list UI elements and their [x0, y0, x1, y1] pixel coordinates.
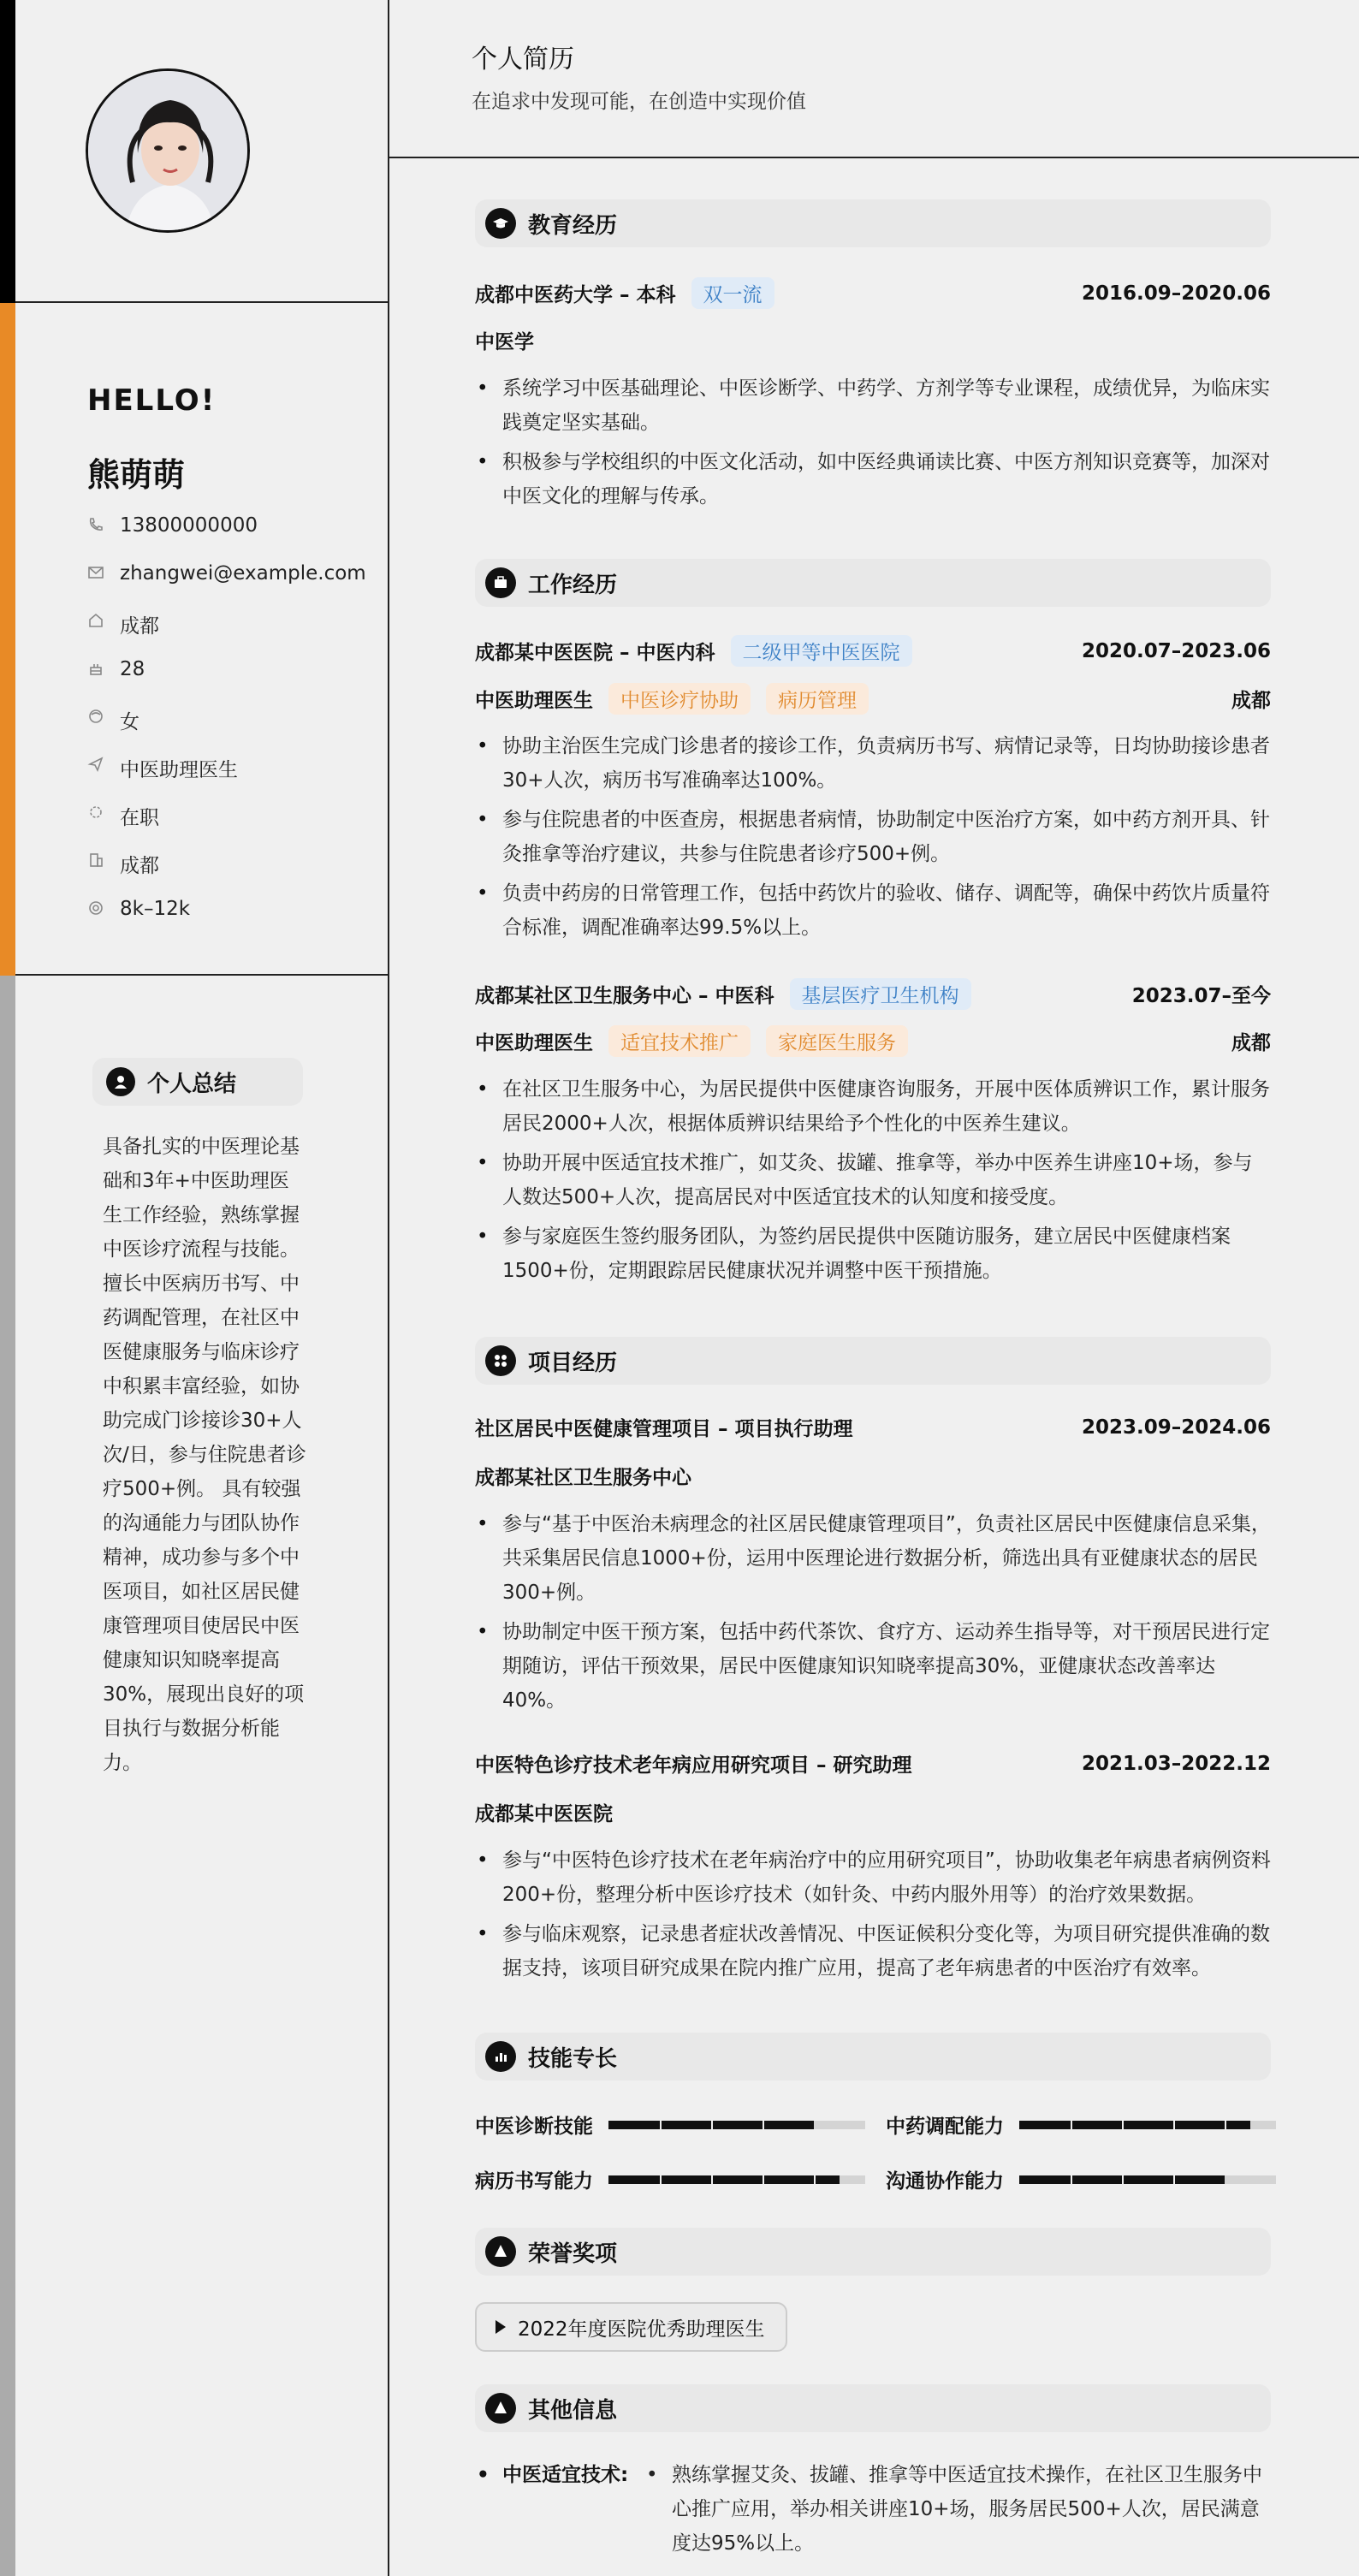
honors-title: 荣誉奖项: [528, 2241, 618, 2267]
skill-item: [475, 2110, 865, 2139]
other-info: [475, 2458, 1271, 2561]
hello-heading: HELLO!: [87, 383, 217, 418]
info-text: 成都: [120, 855, 159, 877]
info-position: [87, 754, 366, 802]
user-icon: [106, 1067, 135, 1096]
other-text: • 熟练掌握艾灸、拔罐、推拿等中医适宜技术操作，在社区卫生服务中心推广应用，举办相关讲座10+场，服务居民500+人次，居民满意度达95%以上。: [644, 2458, 1271, 2561]
list-item: • 参与“中医特色诊疗技术在老年病治疗中的应用研究项目”，协助收集老年病患者病例资料200+份，整理分析中医诊疗技术（如针灸、中药内服外用等）的治疗效果数据。: [475, 1843, 1271, 1912]
job-company: 成都某社区卫生服务中心 – 中医科: [475, 985, 774, 1007]
job-role: 中医助理医生: [475, 1032, 593, 1054]
sidebar-divider: [15, 974, 389, 976]
sidebar-strip-black: [0, 0, 15, 303]
bar-chart-icon: [485, 2041, 516, 2072]
work-heading: [475, 559, 1271, 607]
work-title: 工作经历: [528, 572, 618, 598]
skill-name: 病历书写能力: [475, 2170, 593, 2193]
building-icon: [87, 850, 120, 870]
info-text: 13800000000: [120, 514, 258, 537]
list-item: • 协助开展中医适宜技术推广，如艾灸、拔罐、推拿等，举办中医养生讲座10+场，参与人数达500+人次，提高居民对中医适宜技术的认知度和接受度。: [475, 1146, 1271, 1214]
info-salary: [87, 898, 366, 946]
info-gender: [87, 706, 366, 754]
other-heading: [475, 2384, 1271, 2432]
skill-bar: [608, 2121, 865, 2129]
briefcase-icon: [485, 567, 516, 598]
skill-bar-segment: [711, 2175, 713, 2184]
header-divider: [389, 157, 1359, 158]
play-triangle-icon: [496, 2320, 506, 2334]
info-text: 在职: [120, 807, 159, 829]
home-icon: [87, 610, 120, 631]
other-title: 其他信息: [528, 2397, 618, 2424]
education-row: [475, 277, 1271, 309]
project-date: 2021.03–2022.12: [1081, 1752, 1271, 1775]
info-text: zhangwei@example.com: [120, 562, 366, 585]
info-city: [87, 610, 366, 658]
skill-name: 沟通协作能力: [886, 2170, 1004, 2193]
skill-bar-segment: [814, 2175, 816, 2184]
skills-heading: [475, 2033, 1271, 2080]
project-row: [475, 1413, 1271, 1441]
projects-heading: [475, 1337, 1271, 1385]
list-item: • 参与住院患者的中医查房，根据患者病情，协助制定中医治疗方案，如中药方剂开具、针灸推拿等治疗建议，共参与住院患者诊疗500+例。: [475, 803, 1271, 871]
skill-bar-segment: [1225, 2121, 1226, 2129]
job-tag: 家庭医生服务: [766, 1025, 908, 1057]
phone-icon: [87, 514, 120, 535]
info-text: 女: [120, 711, 139, 733]
education-heading: [475, 199, 1271, 247]
award-text: 2022年度医院优秀助理医生: [518, 2318, 765, 2341]
job-company-tag: 基层医疗卫生机构: [790, 978, 971, 1010]
project-row: [475, 1749, 1271, 1778]
skill-item: [475, 2165, 865, 2193]
skill-bar-segment: [1173, 2175, 1175, 2184]
mail-icon: [87, 562, 120, 583]
job-tag: 病历管理: [766, 683, 869, 715]
list-item: • 在社区卫生服务中心，为居民提供中医健康咨询服务，开展中医体质辨识工作，累计服务居民2000+人次，根据体质辨识结果给予个性化的中医养生建议。: [475, 1072, 1271, 1141]
graduation-cap-icon: [485, 208, 516, 239]
education-major: 中医学: [475, 331, 534, 353]
education-date: 2016.09–2020.06: [1081, 282, 1271, 305]
list-item: • 参与临床观察，记录患者症状改善情况、中医证候积分变化等，为项目研究提供准确的数据支持，该项目研究成果在院内推广应用，提高了老年病患者的中医治疗有效率。: [475, 1917, 1271, 1985]
project-org: 成都某中医医院: [475, 1803, 613, 1825]
skill-item: [886, 2165, 1276, 2193]
summary-text: 具备扎实的中医理论基础和3年+中医助理医生工作经验，熟练掌握中医诊疗流程与技能。 擅长中医病历书写、中药调配管理，在社区中医健康服务与临床诊疗中积累丰富经验，如协助完成门诊接诊30+人次/日，参与住院患者诊疗500+例。 具有较强的沟通能力与团队协作精神，成功参与多个中医项目，如社区居民健康管理项目使居民中医健康知识知晓率提高30%，展现出良好的项目执行与数据分析能力。: [103, 1136, 306, 1774]
sidebar-strip-gray: [0, 976, 15, 2576]
project-org: 成都某社区卫生服务中心: [475, 1467, 691, 1489]
info-phone: [87, 514, 366, 562]
project-bullets: [475, 1843, 1271, 1991]
page-title: 个人简历: [472, 45, 574, 74]
project-name: 社区居民中医健康管理项目 – 项目执行助理: [475, 1418, 853, 1440]
info-location: [87, 850, 366, 898]
person-name: 熊萌萌: [87, 456, 186, 494]
info-text: 成都: [120, 615, 159, 638]
skill-bar-segment: [1122, 2175, 1124, 2184]
job-date: 2020.07–2023.06: [1081, 639, 1271, 662]
cake-icon: [87, 658, 120, 679]
page-subtitle: 在追求中发现可能，在创造中实现价值: [472, 91, 806, 113]
job-company: 成都某中医医院 – 中医内科: [475, 642, 715, 664]
sidebar-divider: [15, 301, 389, 303]
list-item: • 协助主治医生完成门诊患者的接诊工作，负责病历书写、病情记录等，日均协助接诊患者30+人次，病历书写准确率达100%。: [475, 729, 1271, 798]
skill-item: [886, 2110, 1276, 2139]
skill-bar: [608, 2175, 865, 2184]
skill-bar-segment: [711, 2121, 713, 2129]
job-tag: 中医诊疗协助: [608, 683, 751, 715]
project-name: 中医特色诊疗技术老年病应用研究项目 – 研究助理: [475, 1754, 912, 1777]
status-icon: [87, 802, 120, 822]
skill-bar-segment: [763, 2121, 764, 2129]
skills-title: 技能专长: [528, 2045, 618, 2072]
info-text: 8k–12k: [120, 898, 191, 920]
info-text: 中医助理医生: [120, 759, 238, 781]
skill-bar-segment: [763, 2175, 764, 2184]
summary-heading: [92, 1058, 303, 1106]
job-city: 成都: [1231, 690, 1271, 712]
list-item: • 参与“基于中医治未病理念的社区居民健康管理项目”，负责社区居民中医健康信息采集，共采集居民信息1000+份，运用中医理论进行数据分析，筛选出具有亚健康状态的居民300+例。: [475, 1507, 1271, 1610]
award-icon: [485, 2236, 516, 2267]
skill-bar-fill: [608, 2175, 840, 2184]
list-item: • 参与家庭医生签约服务团队，为签约居民提供中医随访服务，建立居民中医健康档案1500+份，定期跟踪居民健康状况并调整中医干预措施。: [475, 1220, 1271, 1288]
avatar: [86, 68, 250, 233]
list-item: • 协助制定中医干预方案，包括中药代茶饮、食疗方、运动养生指导等，对干预居民进行定期随访，评估干预效果，居民中医健康知识知晓率提高30%，亚健康状态改善率达40%。: [475, 1615, 1271, 1718]
grid-icon: [485, 1345, 516, 1376]
summary-title: 个人总结: [147, 1071, 237, 1097]
job-city: 成都: [1231, 1032, 1271, 1054]
job-row: [475, 978, 1271, 1010]
school-tag: 双一流: [691, 277, 774, 309]
job-date: 2023.07–至今: [1131, 985, 1271, 1007]
info-text: 28: [120, 658, 145, 680]
job-company-tag: 二级甲等中医医院: [731, 635, 912, 667]
skill-name: 中医诊断技能: [475, 2116, 593, 2138]
job-role-row: [475, 683, 1271, 715]
other-label: • 中医适宜技术:: [475, 2458, 628, 2492]
skill-bar-fill: [1019, 2121, 1250, 2129]
job-bullets: [475, 1072, 1271, 1293]
skill-bar-segment: [660, 2121, 662, 2129]
projects-title: 项目经历: [528, 1350, 618, 1376]
job-row: [475, 635, 1271, 667]
info-email: [87, 562, 366, 610]
sidebar-strip-orange: [0, 303, 15, 976]
skill-bar-segment: [1071, 2175, 1072, 2184]
education-title: 教育经历: [528, 212, 618, 239]
award-icon: [485, 2393, 516, 2424]
honors-heading: [475, 2228, 1271, 2276]
skill-bar-segment: [1173, 2121, 1175, 2129]
school-name: 成都中医药大学 – 本科: [475, 284, 676, 306]
send-icon: [87, 754, 120, 775]
project-bullets: [475, 1507, 1271, 1723]
skill-bar: [1019, 2121, 1276, 2129]
info-status: [87, 802, 366, 850]
list-item: • 系统学习中医基础理论、中医诊断学、中药学、方剂学等专业课程，成绩优异，为临床实践奠定坚实基础。: [475, 371, 1271, 440]
project-date: 2023.09–2024.06: [1081, 1416, 1271, 1439]
skill-bar-segment: [1122, 2121, 1124, 2129]
skill-bar-segment: [1071, 2121, 1072, 2129]
contact-info-list: [87, 514, 366, 946]
job-role-row: [475, 1025, 1271, 1057]
skill-name: 中药调配能力: [886, 2116, 1004, 2138]
gender-icon: [87, 706, 120, 727]
info-age: [87, 658, 366, 706]
award-item[interactable]: [475, 2302, 787, 2352]
main-content: [389, 0, 1359, 2576]
skill-bar-segment: [660, 2175, 662, 2184]
job-tag: 适宜技术推广: [608, 1025, 751, 1057]
job-role: 中医助理医生: [475, 690, 593, 712]
skill-bar: [1019, 2175, 1276, 2184]
education-bullets: [475, 371, 1271, 519]
list-item: • 负责中药房的日常管理工作，包括中药饮片的验收、储存、调配等，确保中药饮片质量符合标准，调配准确率达99.5%以上。: [475, 876, 1271, 945]
salary-icon: [87, 898, 120, 918]
list-item: • 积极参与学校组织的中医文化活动，如中医经典诵读比赛、中医方剂知识竞赛等，加深对中医文化的理解与传承。: [475, 445, 1271, 513]
job-bullets: [475, 729, 1271, 950]
